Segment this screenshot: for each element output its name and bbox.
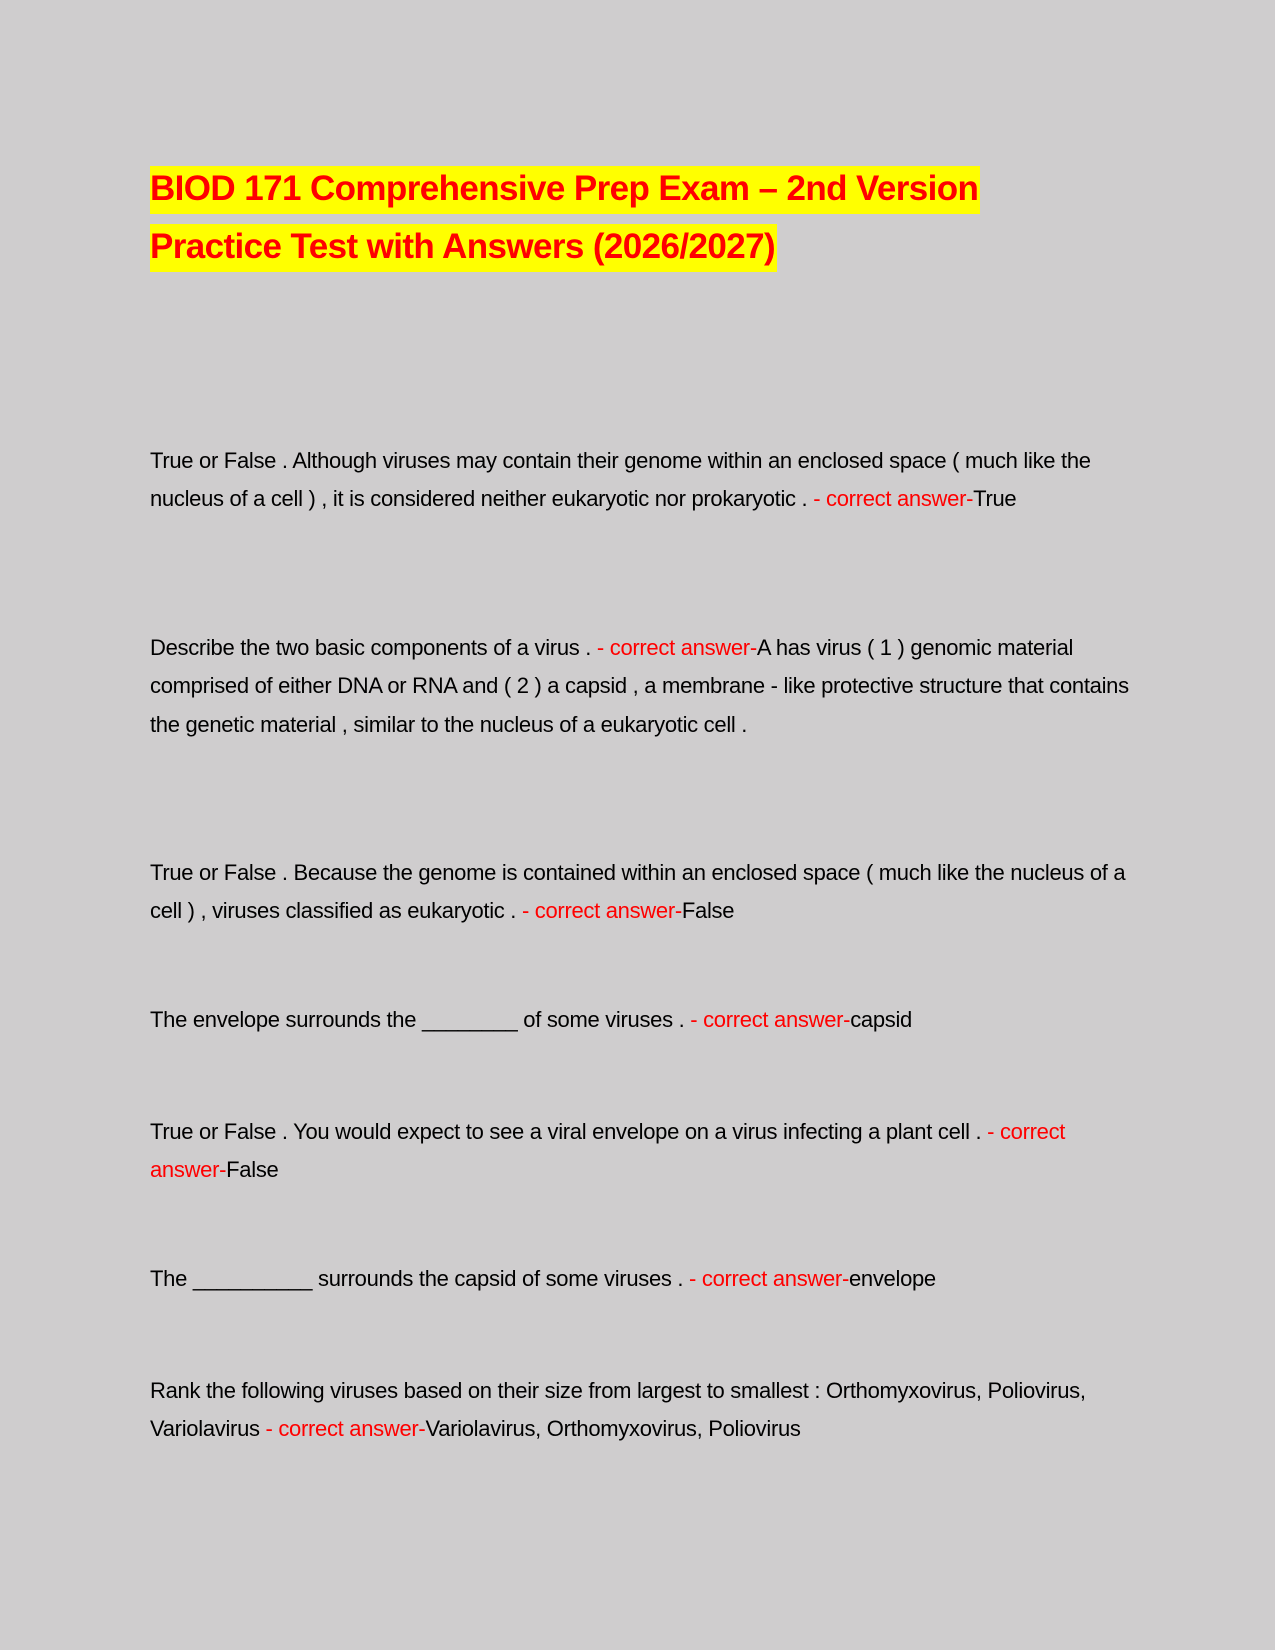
answer-label: - correct answer- bbox=[265, 1416, 426, 1442]
answer-label: - correct answer- bbox=[689, 1266, 849, 1291]
question-5 bbox=[150, 1113, 1135, 1190]
answer-label: - correct answer- bbox=[596, 635, 757, 660]
answer-text: capsid bbox=[850, 1007, 912, 1032]
title-line-1: BIOD 171 Comprehensive Prep Exam – 2nd Version bbox=[150, 166, 980, 214]
question-6 bbox=[150, 1260, 1135, 1298]
answer-label: - correct answer- bbox=[813, 486, 974, 512]
answer-text: A has virus ( 1 ) genomic material comprised of either DNA or RNA and ( 2 ) a capsid , a membrane - like protective structure that contains the genetic material , similar to the nucleus of a eukaryotic cell . bbox=[150, 635, 1129, 737]
answer-label: - correct answer- bbox=[150, 1119, 1066, 1183]
question-text: The envelope surrounds the ________ of some viruses . bbox=[150, 1007, 691, 1032]
answer-text: False bbox=[681, 898, 735, 924]
question-text: True or False . Because the genome is contained within an enclosed space ( much like the nucleus of a cell ) , viruses classified as eukaryotic . bbox=[150, 860, 1126, 924]
question-7 bbox=[150, 1372, 1135, 1449]
answer-label: - correct answer- bbox=[690, 1007, 851, 1032]
question-text: True or False . You would expect to see a viral envelope on a virus infecting a plant cell . bbox=[150, 1119, 988, 1144]
question-3 bbox=[150, 854, 1135, 931]
question-text: True or False . Although viruses may contain their genome within an enclosed space ( much like the nucleus of a cell ) , it is considered neither eukaryotic nor prokaryotic . bbox=[150, 448, 1091, 512]
answer-text: False bbox=[226, 1157, 279, 1183]
answer-text: envelope bbox=[848, 1266, 936, 1291]
question-2 bbox=[150, 629, 1135, 744]
answer-label: - correct answer- bbox=[521, 898, 682, 924]
question-4 bbox=[150, 1001, 1135, 1039]
question-text: The __________ surrounds the capsid of some viruses . bbox=[150, 1266, 690, 1291]
question-1 bbox=[150, 442, 1135, 519]
answer-text: Variolavirus, Orthomyxovirus, Poliovirus bbox=[425, 1416, 801, 1442]
document-title bbox=[150, 160, 1150, 276]
answer-text: True bbox=[973, 486, 1017, 512]
question-text: Rank the following viruses based on their size from largest to smallest : Orthomyxovirus, Poliovirus, Variolavirus bbox=[150, 1378, 1086, 1442]
question-text: Describe the two basic components of a virus . bbox=[150, 635, 597, 660]
title-line-2: Practice Test with Answers (2026/2027) bbox=[150, 224, 777, 272]
